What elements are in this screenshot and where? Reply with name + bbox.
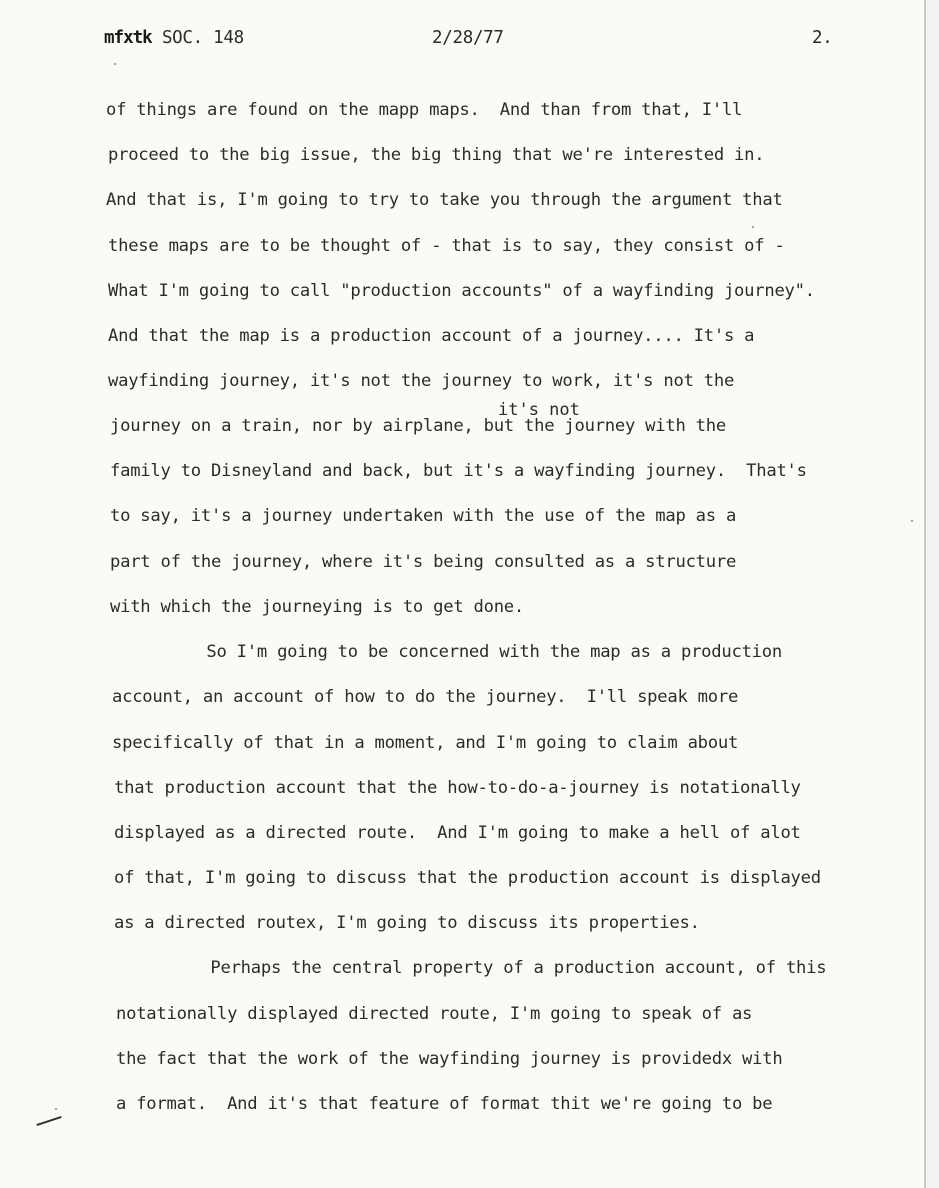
text-line: specifically of that in a moment, and I'm going to claim about <box>112 733 739 753</box>
text-line: with which the journeying is to get done. <box>110 597 525 617</box>
document-date: 2/28/77 <box>432 28 504 48</box>
struck-out-prefix: mfxtk <box>104 28 152 48</box>
paper-speck <box>752 226 754 228</box>
text-line: So I'm going to be concerned with the map as a production <box>166 642 782 662</box>
paper-speck <box>114 63 116 65</box>
text-line: these maps are to be thought of - that is to say, they consist of - <box>108 236 785 256</box>
text-line: of that, I'm going to discuss that the production account is displayed <box>114 868 821 888</box>
paper-speck <box>911 520 913 522</box>
handtyped-insertion: it's not <box>498 400 580 420</box>
page-number: 2. <box>812 28 833 48</box>
text-line: proceed to the big issue, the big thing that we're interested in. <box>108 145 765 165</box>
text-line: the fact that the work of the wayfinding journey is providedx with <box>116 1049 783 1069</box>
text-line: that production account that the how-to-do-a-journey is notationally <box>114 778 801 798</box>
text-line: part of the journey, where it's being consulted as a structure <box>110 552 737 572</box>
text-line: to say, it's a journey undertaken with the use of the map as a <box>110 506 737 526</box>
text-line: Perhaps the central property of a production account, of this <box>170 958 827 978</box>
text-line: And that is, I'm going to try to take you through the argument that <box>106 190 783 210</box>
text-line: a format. And it's that feature of format thit we're going to be <box>116 1094 773 1114</box>
text-line: journey on a train, nor by airplane, but the journey with the <box>110 416 726 436</box>
course-header <box>104 28 244 48</box>
page-edge <box>926 0 939 1188</box>
text-line: notationally displayed directed route, I'm going to speak of as <box>116 1004 753 1024</box>
course-code: SOC. 148 <box>161 28 244 48</box>
margin-pen-mark <box>36 1116 61 1126</box>
paper-speck <box>55 1108 57 1110</box>
text-line: displayed as a directed route. And I'm going to make a hell of alot <box>114 823 801 843</box>
text-line: as a directed routex, I'm going to discuss its properties. <box>114 913 700 933</box>
text-line: of things are found on the mapp maps. And than from that, I'll <box>106 100 743 120</box>
text-line: And that the map is a production account of a journey.... It's a <box>108 326 755 346</box>
text-line: What I'm going to call "production accounts" of a wayfinding journey". <box>108 281 815 301</box>
text-line: family to Disneyland and back, but it's a wayfinding journey. That's <box>110 461 807 481</box>
text-line: wayfinding journey, it's not the journey to work, it's not the <box>108 371 735 391</box>
text-line: account, an account of how to do the journey. I'll speak more <box>112 687 739 707</box>
